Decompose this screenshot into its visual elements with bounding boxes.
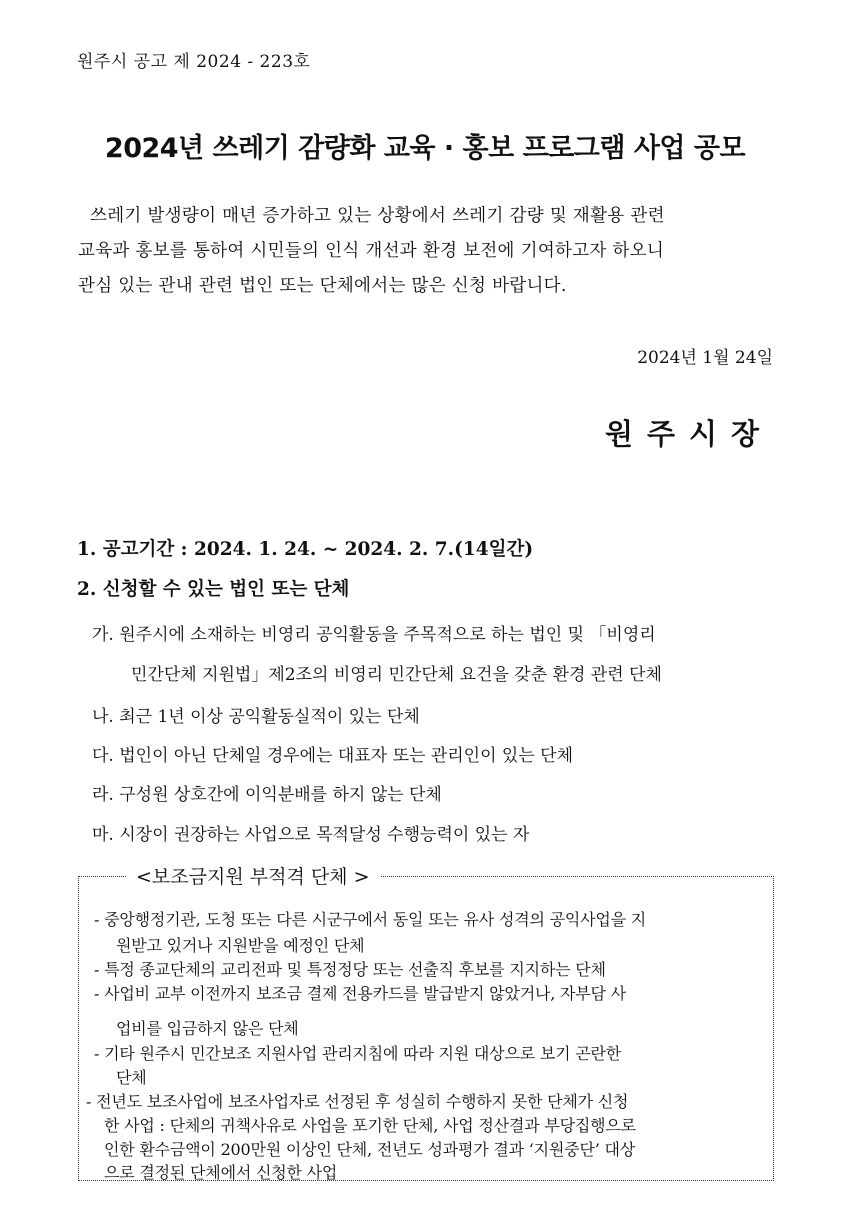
ineligible-line: 업비를 입금하지 않은 단체 [116,1019,299,1038]
ineligible-line: 원받고 있거나 지원받을 예정인 단체 [116,936,365,955]
ineligible-line: 으로 결정된 단체에서 신청한 사업 [104,1163,338,1182]
eligible-item-na: 나. 최근 1년 이상 공익활동실적이 있는 단체 [92,707,420,727]
section-eligible-heading: 2. 신청할 수 있는 법인 또는 단체 [77,579,350,600]
eligible-item-ga-line-2: 민간단체 지원법」제2조의 비영리 민간단체 요건을 갖춘 환경 관련 단체 [131,665,662,685]
intro-line-2: 교육과 홍보를 통하여 시민들의 인식 개선과 환경 보전에 기여하고자 하오니 [78,241,665,261]
ineligible-line: - 기타 원주시 민간보조 지원사업 관리지침에 따라 지원 대상으로 보기 곤란한 [94,1044,622,1063]
signer: 원주시장 [604,417,773,451]
notice-date: 2024년 1월 24일 [637,348,773,368]
ineligible-box-title: <보조금지원 부적격 단체 > [126,862,380,889]
ineligible-line: 한 사업 : 단체의 귀책사유로 사업을 포기한 단체, 사업 정산결과 부당집행으로 [104,1116,636,1135]
eligible-item-da: 다. 법인이 아닌 단체일 경우에는 대표자 또는 관리인이 있는 단체 [92,746,574,766]
page-title: 2024년 쓰레기 감량화 교육 · 홍보 프로그램 사업 공모 [104,133,746,164]
eligible-item-ga-line-1: 가. 원주시에 소재하는 비영리 공익활동을 주목적으로 하는 법인 및 「비영리 [92,625,656,645]
intro-line-3: 관심 있는 관내 관련 법인 또는 단체에서는 많은 신청 바랍니다. [78,276,567,296]
ineligible-line: - 특정 종교단체의 교리전파 및 특정정당 또는 선출직 후보를 지지하는 단체 [94,960,606,979]
ineligible-line: - 중앙행정기관, 도청 또는 다른 시군구에서 동일 또는 유사 성격의 공익사업을 지 [94,910,647,929]
eligible-item-ra: 라. 구성원 상호간에 이익분배를 하지 않는 단체 [92,785,442,805]
intro-line-1: 쓰레기 발생량이 매년 증가하고 있는 상황에서 쓰레기 감량 및 재활용 관련 [90,206,665,226]
eligible-item-ma: 마. 시장이 권장하는 사업으로 목적달성 수행능력이 있는 자 [92,825,530,845]
ineligible-line: - 전년도 보조사업에 보조사업자로 선정된 후 성실히 수행하지 못한 단체가 신청 [86,1092,629,1111]
section-period-heading: 1. 공고기간 : 2024. 1. 24. ~ 2024. 2. 7.(14일간) [77,539,534,560]
ineligible-line: 인한 환수금액이 200만원 이상인 단체, 전년도 성과평가 결과 ‘지원중단’ 대상 [104,1140,635,1159]
ineligible-line: 단체 [116,1068,147,1087]
notice-number: 원주시 공고 제 2024 - 223호 [77,52,311,72]
ineligible-line: - 사업비 교부 이전까지 보조금 결제 전용카드를 발급받지 않았거나, 자부담 사 [94,984,626,1003]
